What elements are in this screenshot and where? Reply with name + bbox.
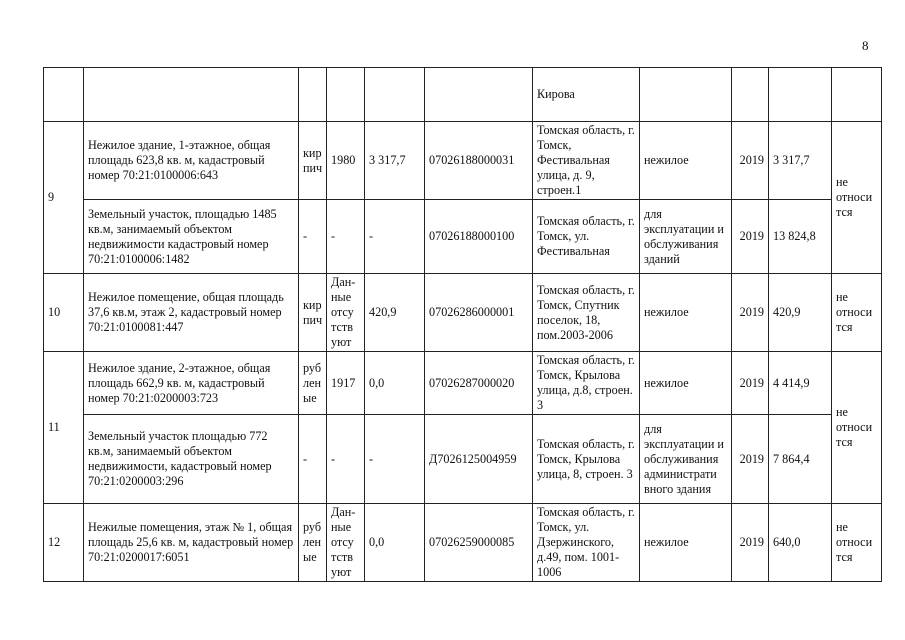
row-number-cell: 10 — [44, 274, 84, 352]
area-cell: 420,9 — [365, 274, 425, 352]
table-row — [44, 122, 882, 200]
purpose-cell — [640, 68, 732, 122]
address-cell: Кирова — [533, 68, 640, 122]
material-cell: кир пич — [299, 274, 327, 352]
area-cell: 0,0 — [365, 352, 425, 415]
heritage-status-cell — [832, 68, 882, 122]
material-cell: - — [299, 415, 327, 504]
table-row — [44, 504, 882, 582]
valuation-year-cell — [732, 68, 769, 122]
value-cell: 7 864,4 — [769, 415, 832, 504]
inventory-code-cell: 07026286000001 — [425, 274, 533, 352]
table-row — [44, 415, 882, 504]
purpose-cell: нежилое — [640, 274, 732, 352]
inventory-code-cell: Д7026125004959 — [425, 415, 533, 504]
row-number-cell: 11 — [44, 352, 84, 504]
object-name-cell: Нежилое помещение, общая площадь 37,6 кв.м, этаж 2, кадастровый номер 70:21:0100081:447 — [84, 274, 299, 352]
address-cell: Томская область, г. Томск, ул. Фестивальная — [533, 200, 640, 274]
material-cell: руб лен ые — [299, 504, 327, 582]
valuation-year-cell: 2019 — [732, 122, 769, 200]
value-cell — [769, 68, 832, 122]
heritage-status-cell: не относи тся — [832, 352, 882, 504]
purpose-cell: для эксплуатации и обслуживания администрати вного здания — [640, 415, 732, 504]
row-number-cell: 12 — [44, 504, 84, 582]
heritage-status-cell: не относи тся — [832, 122, 882, 274]
object-name-cell: Нежилое здание, 2-этажное, общая площадь 662,9 кв. м, кадастровый номер 70:21:0200003:723 — [84, 352, 299, 415]
inventory-code-cell — [425, 68, 533, 122]
inventory-code-cell: 07026287000020 — [425, 352, 533, 415]
material-cell: - — [299, 200, 327, 274]
value-cell: 3 317,7 — [769, 122, 832, 200]
value-cell: 13 824,8 — [769, 200, 832, 274]
valuation-year-cell: 2019 — [732, 415, 769, 504]
table-row — [44, 200, 882, 274]
inventory-code-cell: 07026188000100 — [425, 200, 533, 274]
valuation-year-cell: 2019 — [732, 274, 769, 352]
object-name-cell: Земельный участок, площадью 1485 кв.м, занимаемый объектом недвижимости кадастровый номер 70:21:0100006:1482 — [84, 200, 299, 274]
object-name-cell: Земельный участок площадью 772 кв.м, занимаемый объектом недвижимости, кадастровый номер 70:21:0200003:296 — [84, 415, 299, 504]
build-year-cell: 1980 — [327, 122, 365, 200]
address-cell: Томская область, г. Томск, Спутник поселок, 18, пом.2003-2006 — [533, 274, 640, 352]
purpose-cell: для эксплуатации и обслуживания зданий — [640, 200, 732, 274]
table-row — [44, 352, 882, 415]
address-cell: Томская область, г. Томск, ул. Дзержинского, д.49, пом. 1001-1006 — [533, 504, 640, 582]
row-number-cell: 9 — [44, 122, 84, 274]
material-cell: кир пич — [299, 122, 327, 200]
area-cell — [365, 68, 425, 122]
object-name-cell: Нежилые помещения, этаж № 1, общая площадь 25,6 кв. м, кадастровый номер 70:21:0200017:6051 — [84, 504, 299, 582]
heritage-status-cell: не относи тся — [832, 274, 882, 352]
heritage-status-cell: не относи тся — [832, 504, 882, 582]
purpose-cell: нежилое — [640, 352, 732, 415]
build-year-cell — [327, 68, 365, 122]
inventory-code-cell: 07026188000031 — [425, 122, 533, 200]
material-cell — [299, 68, 327, 122]
table-row — [44, 274, 882, 352]
area-cell: 0,0 — [365, 504, 425, 582]
property-registry-table — [43, 67, 882, 582]
area-cell: 3 317,7 — [365, 122, 425, 200]
purpose-cell: нежилое — [640, 504, 732, 582]
build-year-cell: - — [327, 415, 365, 504]
purpose-cell: нежилое — [640, 122, 732, 200]
value-cell: 4 414,9 — [769, 352, 832, 415]
value-cell: 640,0 — [769, 504, 832, 582]
inventory-code-cell: 07026259000085 — [425, 504, 533, 582]
object-name-cell: Нежилое здание, 1-этажное, общая площадь 623,8 кв. м, кадастровый номер 70:21:0100006:643 — [84, 122, 299, 200]
material-cell: руб лен ые — [299, 352, 327, 415]
valuation-year-cell: 2019 — [732, 504, 769, 582]
valuation-year-cell: 2019 — [732, 352, 769, 415]
area-cell: - — [365, 200, 425, 274]
object-name-cell — [84, 68, 299, 122]
valuation-year-cell: 2019 — [732, 200, 769, 274]
value-cell: 420,9 — [769, 274, 832, 352]
address-cell: Томская область, г. Томск, Крылова улица, 8, строен. 3 — [533, 415, 640, 504]
build-year-cell: - — [327, 200, 365, 274]
address-cell: Томская область, г. Томск, Крылова улица, д.8, строен. 3 — [533, 352, 640, 415]
page-number: 8 — [862, 38, 869, 53]
build-year-cell: Дан- ные отсу тств уют — [327, 504, 365, 582]
area-cell: - — [365, 415, 425, 504]
table-row — [44, 68, 882, 122]
build-year-cell: 1917 — [327, 352, 365, 415]
address-cell: Томская область, г. Томск, Фестивальная улица, д. 9, строен.1 — [533, 122, 640, 200]
row-number-cell — [44, 68, 84, 122]
build-year-cell: Дан- ные отсу тств уют — [327, 274, 365, 352]
